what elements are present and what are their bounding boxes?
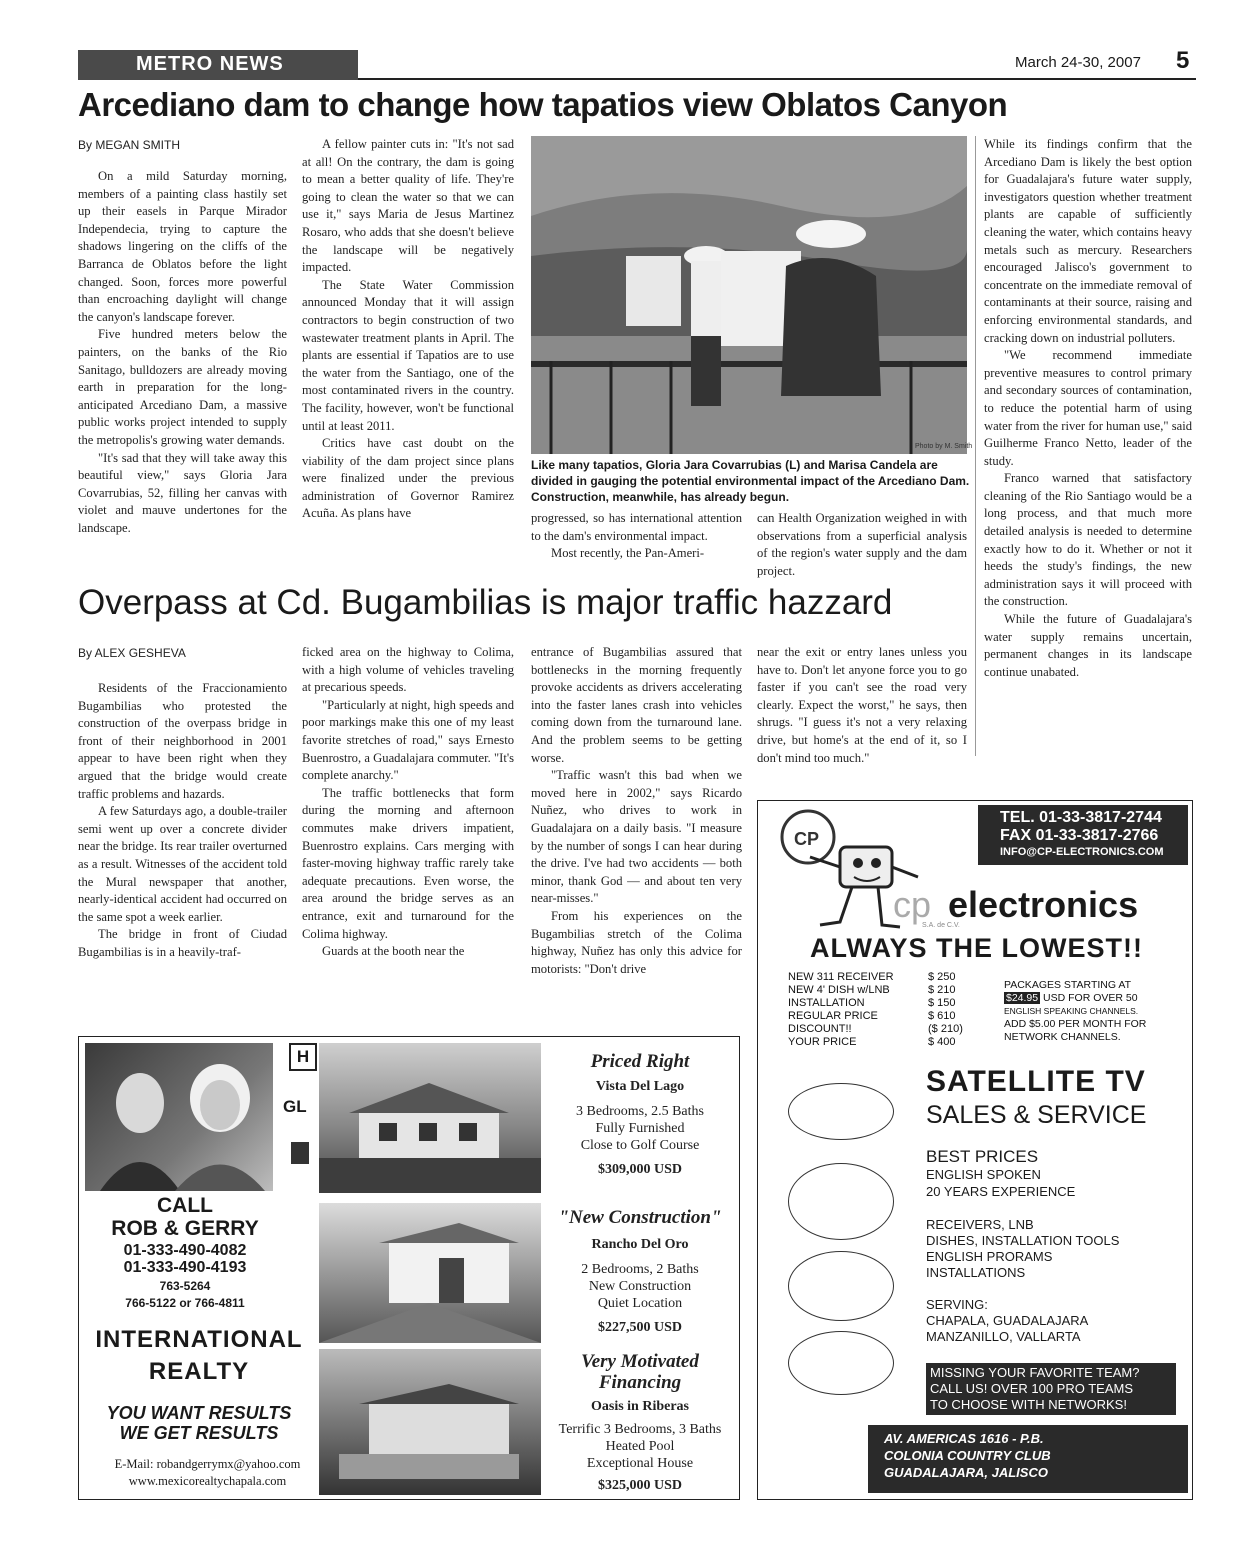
- photo-credit: Photo by M. Smith: [915, 443, 973, 450]
- slogan-lowest: ALWAYS THE LOWEST!!: [810, 933, 1144, 963]
- house-photo-oasis-riberas: [319, 1349, 541, 1495]
- agents-photo: [85, 1043, 273, 1191]
- store-address: [868, 1425, 1188, 1493]
- article1-column-5: While its findings confirm that the Arcediano Dam is likely the best option for Guadalajara's future water supply, investigators question whether treatment plants are capable of sufficiently cleaning the water, which contains heavy metals such as mercury. Researchers encouraged Jalisco's government to concentrate on the immediate removal of contaminants at their source, raising and enforcing environmental standards, and cracking down on industrial polluters. "We recommend immediate preventive measures to control primary and secondary sources of contamination, to reduce the potential harm of using water from the river for human use," said Guilherme Franco Netto, leader of the study. Franco warned that satisfactory cleaning of the Rio Santiago would be a long process, and that much more detailed analysis is needed to determine exactly how to do it. Whether or not it heeds the study's findings, the new administration says it will proceed with the construction. While the future of Guadalajara's water supply remains uncertain, permanent changes in its landscape continue unabated.: [984, 137, 1192, 679]
- listing-title: Priced Right: [590, 1051, 690, 1072]
- cp-electronics-ad: [757, 800, 1193, 1500]
- price-item: NEW 311 RECEIVER: [788, 971, 894, 983]
- realty-slogan: YOU WANT RESULTS: [106, 1403, 292, 1423]
- realty-phone: 01-333-490-4082: [123, 1242, 247, 1259]
- tools-illustration: [788, 1331, 894, 1395]
- listing-price: $325,000 USD: [597, 1478, 682, 1493]
- price-value: ($ 210): [928, 1023, 963, 1035]
- column-divider: [975, 136, 976, 756]
- article1-column-2: A fellow painter cuts in: "It's not sad at all! On the contrary, the dam is going to mean a better quality of life. They're going to clean the water so that we can use it," says Maria de Jesus Martinez Rosaro, who adds that she doesn't believe the landscape will be negatively impacted. The State Water Commission announced Monday that it will assign contractors to begin construction of two wastewater treatment plants in April. The plants are essential if Tapatios are to use the water from the Santiago, one of the most contaminated rivers in the country. The facility, however, won't be functional until at least 2011. Critics have cast doubt on the viability of the dam project since plans were finalized under the previous administration of Governor Ramirez Acuña. As plans have: [302, 137, 514, 521]
- price-value: $ 250: [928, 971, 956, 983]
- team-callout: [926, 1363, 1176, 1415]
- price-item: REGULAR PRICE: [788, 1010, 878, 1022]
- listing-detail: Heated Pool: [605, 1439, 675, 1454]
- packages-line: NETWORK CHANNELS.: [1004, 1031, 1121, 1043]
- price-item: YOUR PRICE: [788, 1036, 857, 1048]
- packages-line: ENGLISH SPEAKING CHANNELS.: [1004, 1006, 1139, 1016]
- svg-text:CP: CP: [794, 829, 820, 849]
- portrait-image: [85, 1043, 273, 1191]
- listing-name: Rancho Del Oro: [591, 1237, 689, 1252]
- packages-line: USD FOR OVER 50: [1043, 992, 1138, 1004]
- listing-price: $227,500 USD: [597, 1320, 682, 1335]
- article2-column-3: entrance of Bugambilias assured that bottlenecks in the morning frequently provoke accidents as drivers accelerating into the faster lanes crash into vehicles coming down from the turnaround lane. And the problem seems to be getting worse. "Traffic wasn't this bad when we moved here in 2002," says Ricardo Nuñez, who drives to work in Guadalajara on a daily basis. "I measure by the number of songs I can hear during the drive. I've had two accidents — both minor, thank God — and about ten very near-misses." From his experiences on the Bugambilias stretch of the Colima highway, Nuñez has only this advice for motorists: "Don't drive: [531, 645, 742, 976]
- tel-number: TEL. 01-33-3817-2744: [1000, 809, 1162, 826]
- listing-detail: Quiet Location: [597, 1296, 683, 1311]
- best-prices: BEST PRICES: [926, 1147, 1039, 1166]
- house-image: [319, 1203, 541, 1343]
- sales-service-heading: SALES & SERVICE: [926, 1101, 1147, 1129]
- price-value: $ 150: [928, 997, 956, 1009]
- listing-detail: Close to Golf Course: [580, 1138, 700, 1153]
- packages-line: ADD $5.00 PER MONTH FOR: [1004, 1018, 1147, 1030]
- realty-call: CALL: [157, 1194, 213, 1217]
- service-item: INSTALLATIONS: [926, 1265, 1026, 1280]
- packages-price: $24.95: [1006, 992, 1039, 1004]
- price-list-values: [928, 971, 983, 1049]
- team-line: CALL US! OVER 100 PRO TEAMS: [930, 1381, 1134, 1396]
- services-list: [926, 1217, 1119, 1281]
- brand-prefix: cp: [893, 884, 932, 925]
- byline: By MEGAN SMITH: [78, 138, 181, 152]
- serving-label: SERVING:: [926, 1297, 988, 1312]
- serving-areas: [926, 1297, 1088, 1345]
- listing-rancho-del-oro: [549, 1207, 731, 1336]
- header-rule: [358, 78, 1196, 80]
- listing-detail: Exceptional House: [586, 1456, 694, 1471]
- satellite-heading: SATELLITE TV: [926, 1065, 1146, 1098]
- house-photo-vista-del-lago: [319, 1043, 541, 1193]
- listing-detail: New Construction: [588, 1279, 692, 1294]
- realty-company: REALTY: [148, 1358, 250, 1385]
- listing-name: Oasis in Riberas: [590, 1399, 689, 1414]
- price-value: $ 210: [928, 984, 956, 996]
- international-realty-ad: [78, 1036, 740, 1500]
- years-experience: 20 YEARS EXPERIENCE: [926, 1184, 1076, 1199]
- address-line: GUADALAJARA, JALISCO: [884, 1465, 1048, 1480]
- brand-suffix: S.A. de C.V.: [922, 922, 960, 929]
- house-image: [319, 1349, 541, 1495]
- packages-info: [1004, 979, 1189, 1044]
- realty-phone: 01-333-490-4193: [123, 1259, 247, 1276]
- price-list-items: [788, 971, 898, 1049]
- house-image: [319, 1043, 541, 1193]
- headline-overpass: Overpass at Cd. Bugambilias is major traffic hazzard: [78, 583, 893, 622]
- listing-title: "New Construction": [558, 1207, 722, 1228]
- realty-names: ROB & GERRY: [111, 1217, 259, 1240]
- realty-company: INTERNATIONAL: [95, 1326, 303, 1353]
- realty-phone: 766-5122 or 766-4811: [125, 1296, 245, 1310]
- listing-detail: Terrific 3 Bedrooms, 3 Baths: [558, 1422, 722, 1437]
- realty-website[interactable]: www.mexicorealtychapala.com: [128, 1474, 287, 1488]
- van-illustration: [788, 1163, 894, 1240]
- realty-slogan: WE GET RESULTS: [119, 1423, 279, 1443]
- logo-h: H: [289, 1043, 317, 1071]
- logo-gl: GL: [283, 1097, 307, 1116]
- byline: By ALEX GESHEVA: [78, 646, 186, 660]
- listing-detail: Fully Furnished: [595, 1121, 685, 1136]
- article1-column-4: can Health Organization weighed in with observations from a superficial analysis of the region's water supply and the dam project.: [757, 511, 967, 578]
- article2-column-1: Residents of the Fraccionamiento Bugambilias who protested the construction of the overpass bridge in front of their neighborhood in 2001 appear to have been right when they argued that the bridge would create traffic problems and hazards. A few Saturdays ago, a double-trailer semi went up over a concrete divider near the bridge. Its rear trailer overturned as a result. Witnesses of the accident told the Mural newspaper that another, nearly-identical accident had occurred on the same spot a week earlier. The bridge in front of Ciudad Bugambilias is in a heavily-traf-: [78, 681, 287, 959]
- listing-oasis-riberas: [549, 1351, 731, 1494]
- article2-column-2: ficked area on the highway to Colima, with a high volume of vehicles traveling at precarious speeds. "Particularly at night, high speeds and poor markings make this one of my least favorite stretches of road," says Ernesto Buenrostro, a Guadalajara commuter. "It's complete anarchy." The traffic bottlenecks that form during the morning and afternoon commutes make drivers impatient, Buenrostro explains. Cars merging with faster-moving highway traffic rarely take adequate precautions. Even worse, the area around the bridge serves as an entrance, exit and turnaround for the Colima highway. Guards at the booth near the: [302, 645, 514, 959]
- realty-email[interactable]: E-Mail: robandgerrymx@yahoo.com: [114, 1457, 301, 1471]
- listing-vista-del-lago: [549, 1051, 731, 1178]
- article1-column-3: progressed, so has international attention to the dam's environmental impact. Most recently, the Pan-Ameri-: [531, 511, 742, 561]
- listing-detail: 2 Bedrooms, 2 Baths: [581, 1262, 699, 1277]
- canyon-painters-image: [531, 136, 967, 454]
- contact-email: INFO@CP-ELECTRONICS.COM: [1000, 846, 1164, 858]
- team-line: MISSING YOUR FAVORITE TEAM?: [930, 1365, 1140, 1380]
- logo-mark: [291, 1142, 309, 1164]
- price-item: NEW 4' DISH w/LNB: [788, 984, 890, 996]
- price-item: INSTALLATION: [788, 997, 865, 1009]
- house-photo-rancho-del-oro: [319, 1203, 541, 1343]
- service-item: DISHES, INSTALLATION TOOLS: [926, 1233, 1120, 1248]
- service-item: ENGLISH PRORAMS: [926, 1249, 1053, 1264]
- listing-price: $309,000 USD: [597, 1162, 682, 1177]
- packages-line: PACKAGES STARTING AT: [1004, 979, 1131, 991]
- receiver-illustration: [788, 1083, 894, 1140]
- section-name: METRO NEWS: [136, 53, 284, 75]
- page-number: 5: [1176, 47, 1190, 74]
- listing-name: Vista Del Lago: [595, 1079, 685, 1094]
- article2-column-4: near the exit or entry lanes unless you have to. Don't let anyone force you to go faster if you can't see the road very clearly. Expect the worst," he says, then shrugs. "I guess it's not a very relaxing drive, but home's at the end of it, so I don't mind too much.": [757, 645, 967, 765]
- headline-arcediano: Arcediano dam to change how tapatios view Oblatos Canyon: [78, 86, 1008, 123]
- listing-title: Very Motivated Financing: [581, 1351, 699, 1393]
- serving-area: MANZANILLO, VALLARTA: [926, 1329, 1081, 1344]
- listing-detail: 3 Bedrooms, 2.5 Baths: [576, 1104, 704, 1119]
- service-item: RECEIVERS, LNB: [926, 1217, 1034, 1232]
- photo-caption: Like many tapatios, Gloria Jara Covarrubias (L) and Marisa Candela are divided in gauging the potential environmental impact of the Arcediano Dam. Construction, meanwhile, has already begun.: [531, 458, 970, 504]
- issue-date: March 24-30, 2007: [1015, 54, 1141, 71]
- address-line: AV. AMERICAS 1616 - P.B.: [884, 1431, 1044, 1446]
- english-spoken: ENGLISH SPOKEN: [926, 1167, 1041, 1182]
- dish-illustration: [788, 1251, 894, 1321]
- address-line: COLONIA COUNTRY CLUB: [884, 1448, 1051, 1463]
- painters-photo: [531, 136, 967, 454]
- team-line: TO CHOOSE WITH NETWORKS!: [930, 1397, 1127, 1412]
- price-value: $ 400: [928, 1036, 956, 1048]
- price-value: $ 610: [928, 1010, 956, 1022]
- price-item: DISCOUNT!!: [788, 1023, 852, 1035]
- article1-column-1: On a mild Saturday morning, members of a painting class hastily set up their easels in Parque Mirador Independecia, trying to capture the shadows lingering on the cliffs of the Barranca de Oblatos before the light changed. Soon, forces more powerful than encroaching daylight will change the canyon's landscape forever. Five hundred meters below the painters, on the banks of the Rio Sanitago, bulldozers are already moving earth in preparation for the long-anticipated Arcediano Dam, a massive public works project intended to supply the metropolis's growing water demands. "It's sad that they will take away this beautiful view," says Gloria Jara Covarrubias, 52, filling her canvas with violet and mauve undertones for the landscape.: [78, 169, 287, 535]
- section-label: [78, 50, 358, 80]
- brand-name: electronics: [948, 884, 1139, 925]
- fax-number: FAX 01-33-3817-2766: [1000, 827, 1159, 844]
- serving-area: CHAPALA, GUADALAJARA: [926, 1313, 1089, 1328]
- realty-phone: 763-5264: [159, 1279, 211, 1293]
